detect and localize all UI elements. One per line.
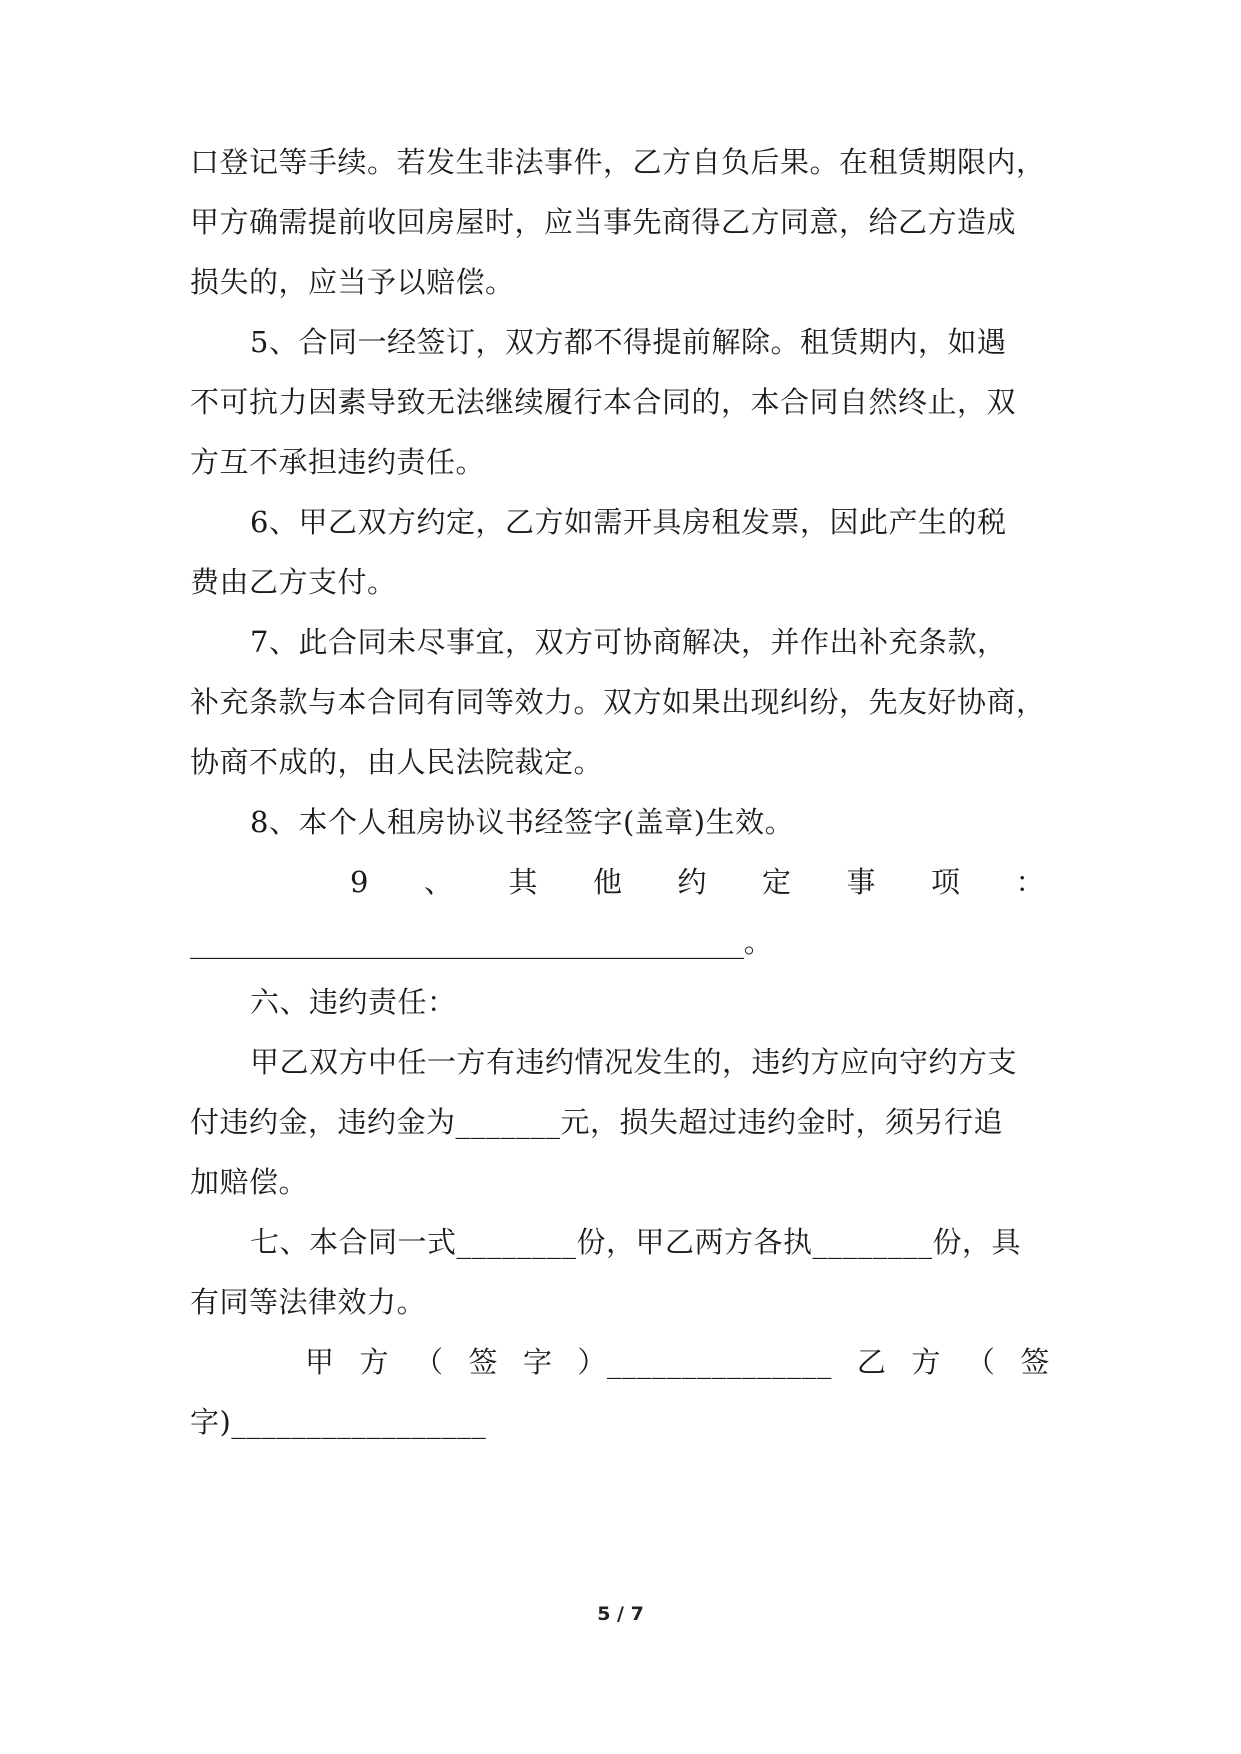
clause-9-token: 、 bbox=[423, 865, 454, 899]
paragraph-line: 有同等法律效力。 bbox=[190, 1285, 427, 1319]
paragraph-line: 七、本合同一式________份，甲乙两方各执________份，具 bbox=[250, 1225, 1022, 1259]
paragraph-line: 6、甲乙双方约定，乙方如需开具房租发票，因此产生的税 bbox=[250, 505, 1007, 539]
signature-token: 乙 bbox=[856, 1345, 887, 1379]
clause-9-line bbox=[350, 862, 1045, 902]
paragraph-line: 加赔偿。 bbox=[190, 1165, 309, 1199]
clause-9-token: 定 bbox=[761, 865, 792, 899]
signature-token: 甲 bbox=[305, 1345, 335, 1379]
paragraph-line: 付违约金，违约金为_______元，损失超过违约金时，须另行追 bbox=[190, 1105, 1004, 1139]
signature-token: 字 bbox=[522, 1345, 553, 1379]
signature-token: （ bbox=[965, 1345, 996, 1379]
paragraph-line: 方互不承担违约责任。 bbox=[190, 445, 486, 479]
clause-9-token: 其 bbox=[508, 865, 538, 899]
signature-token: （ bbox=[413, 1345, 444, 1379]
signature-token: 签 bbox=[1020, 1345, 1050, 1379]
signature-line-continued: 字)_________________ bbox=[190, 1405, 487, 1439]
signature-token: 方 bbox=[359, 1345, 389, 1379]
paragraph-line: 补充条款与本合同有同等效力。双方如果出现纠纷，先友好协商， bbox=[190, 685, 1046, 719]
clause-9-token: 约 bbox=[677, 865, 707, 899]
paragraph-line: 口登记等手续。若发生非法事件，乙方自负后果。在租赁期限内， bbox=[190, 145, 1046, 179]
paragraph-line: 甲乙双方中任一方有违约情况发生的，违约方应向守约方支 bbox=[250, 1045, 1018, 1079]
page-number: 5 / 7 bbox=[597, 1603, 644, 1625]
clause-9-token: 他 bbox=[592, 865, 623, 899]
paragraph-line: 费由乙方支付。 bbox=[190, 565, 397, 599]
paragraph-line: 5、合同一经签订，双方都不得提前解除。租赁期内，如遇 bbox=[250, 325, 1007, 359]
paragraph-line: 甲方确需提前收回房屋时，应当事先商得乙方同意，给乙方造成 bbox=[190, 205, 1017, 239]
paragraph-line: 不可抗力因素导致无法继续履行本合同的，本合同自然终止，双 bbox=[190, 385, 1017, 419]
clause-9-token: 9 bbox=[350, 865, 369, 899]
clause-9-blank: _______________________________________。 bbox=[190, 925, 773, 959]
clause-9-token: ： bbox=[1015, 865, 1045, 899]
paragraph-line: 损失的，应当予以赔偿。 bbox=[190, 265, 515, 299]
clause-9-token: 项 bbox=[930, 865, 961, 899]
paragraph-line: 7、此合同未尽事宜，双方可协商解决，并作出补充条款， bbox=[250, 625, 1007, 659]
clause-9-token: 事 bbox=[846, 865, 876, 899]
signature-line bbox=[305, 1342, 1050, 1382]
section-heading: 六、违约责任： bbox=[250, 985, 457, 1019]
signature-token: 方 bbox=[911, 1345, 941, 1379]
signature-token: ）_______________ bbox=[577, 1345, 832, 1379]
signature-token: 签 bbox=[468, 1345, 498, 1379]
paragraph-line: 8、本个人租房协议书经签字(盖章)生效。 bbox=[250, 805, 795, 839]
paragraph-line: 协商不成的，由人民法院裁定。 bbox=[190, 745, 604, 779]
